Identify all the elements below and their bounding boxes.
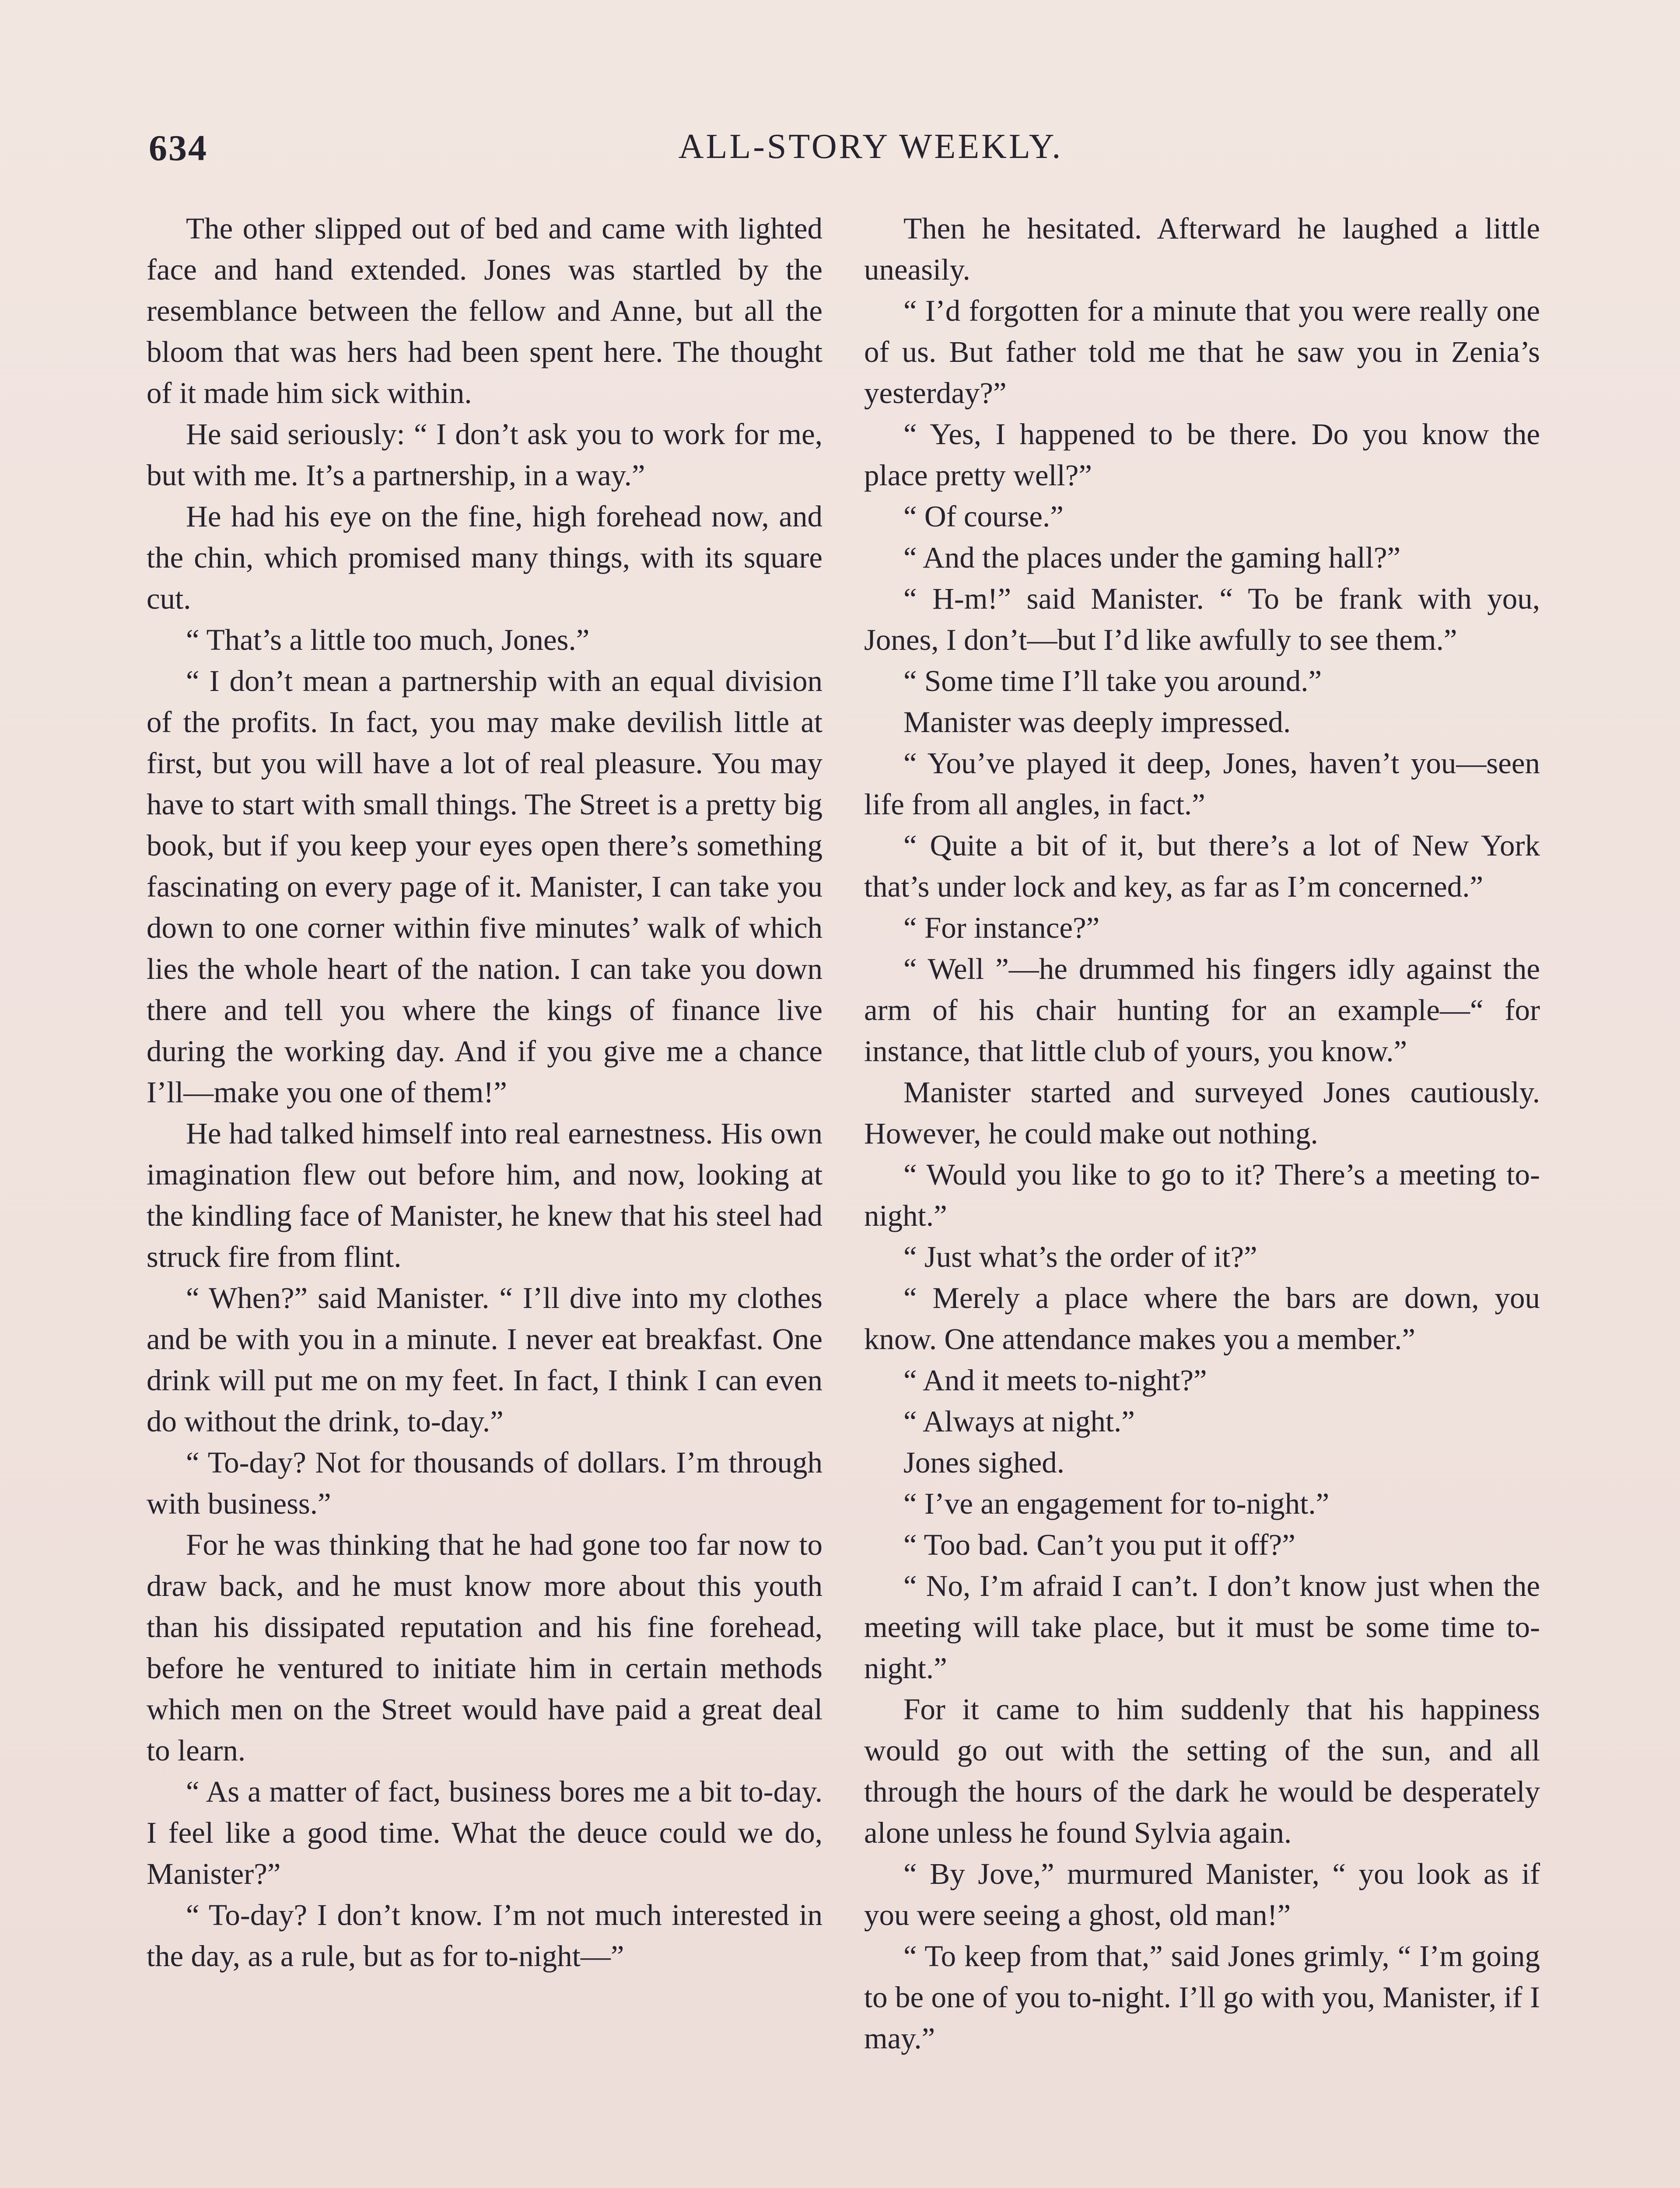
paragraph: He had talked himself into real earnestness. His own imagination flew out before him, and now, looking at the kindling face of Manister, he knew that his steel had struck fire from flint. <box>147 1117 822 1273</box>
paragraph: “ When?” said Manister. “ I’ll dive into my clothes and be with you in a minute. I never eat breakfast. One drink will put me on my feet. In fact, I think I can even do without the drink, to-day.” <box>147 1281 822 1438</box>
page-header <box>0 127 1680 179</box>
paragraph: The other slipped out of bed and came with lighted face and hand extended. Jones was startled by the resemblance between the fellow and Anne, but all the bloom that was hers had been spent here. The thought of it made him sick within. <box>147 212 822 410</box>
paragraph: “ Always at night.” <box>903 1405 1135 1438</box>
paragraph: Manister was deeply impressed. <box>903 705 1291 739</box>
paragraph: “ Of course.” <box>903 500 1064 533</box>
paragraph: “ As a matter of fact, business bores me a bit to-day. I feel like a good time. What the deuce could we do, Manister?” <box>147 1775 822 1890</box>
paragraph: “ No, I’m afraid I can’t. I don’t know just when the meeting will take place, but it must be some time to-night.” <box>864 1569 1540 1685</box>
paragraph: “ That’s a little too much, Jones.” <box>186 623 590 656</box>
paragraph: “ To keep from that,” said Jones grimly, “ I’m going to be one of you to-night. I’ll go with you, Manister, if I may.” <box>864 1939 1540 2055</box>
paragraph: “ By Jove,” murmured Manister, “ you look as if you were seeing a ghost, old man!” <box>864 1857 1540 1932</box>
paragraph: “ To-day? I don’t know. I’m not much interested in the day, as a rule, but as for to-night—” <box>147 1898 822 1973</box>
paragraph: “ Would you like to go to it? There’s a meeting to-night.” <box>864 1158 1540 1232</box>
paragraph: “ You’ve played it deep, Jones, haven’t you—seen life from all angles, in fact.” <box>864 747 1540 821</box>
paragraph: “ H-m!” said Manister. “ To be frank with you, Jones, I don’t—but I’d like awfully to see them.” <box>864 582 1540 656</box>
paragraph: “ I don’t mean a partnership with an equal division of the profits. In fact, you may make devilish little at first, but you will have a lot of real pleasure. You may have to start with small things. The Street is a pretty big book, but if you keep your eyes open there’s something fascinating on every page of it. Manister, I can take you down to one corner within five minutes’ walk of which lies the whole heart of the nation. I can take you down there and tell you where the kings of finance live during the working day. And if you give me a chance I’ll—make you one of them!” <box>147 664 822 1109</box>
paragraph: “ I’ve an engagement for to-night.” <box>903 1487 1330 1520</box>
right-column <box>864 208 1540 2059</box>
paragraph: “ Too bad. Can’t you put it off?” <box>903 1528 1295 1561</box>
paragraph: He said seriously: “ I don’t ask you to work for me, but with me. It’s a partnership, in a way.” <box>147 417 822 492</box>
paragraph: “ And the places under the gaming hall?” <box>903 541 1401 574</box>
paragraph: “ Some time I’ll take you around.” <box>903 664 1322 698</box>
paragraph: “ To-day? Not for thousands of dollars. I’m through with business.” <box>147 1446 822 1520</box>
paragraph: “ Quite a bit of it, but there’s a lot of New York that’s under lock and key, as far as I’m concerned.” <box>864 829 1540 903</box>
paragraph: “ For instance?” <box>903 911 1100 944</box>
paragraph: “ And it meets to-night?” <box>903 1364 1207 1397</box>
paragraph: He had his eye on the fine, high forehead now, and the chin, which promised many things, with its square cut. <box>147 500 822 615</box>
running-title: ALL-STORY WEEKLY. <box>678 127 1063 166</box>
left-column <box>147 208 822 1977</box>
paragraph: Then he hesitated. Afterward he laughed a little uneasily. <box>864 212 1540 286</box>
paragraph: For it came to him suddenly that his happiness would go out with the setting of the sun, and all through the hours of the dark he would be desperately alone unless he found Sylvia again. <box>864 1693 1540 1849</box>
paragraph: Jones sighed. <box>903 1446 1064 1479</box>
paragraph: For he was thinking that he had gone too far now to draw back, and he must know more about this youth than his dissipated reputation and his fine forehead, before he ventured to initiate him in certain methods which men on the Street would have paid a great deal to learn. <box>147 1528 822 1767</box>
paragraph: Manister started and surveyed Jones cautiously. However, he could make out nothing. <box>864 1076 1540 1150</box>
paragraph: “ Well ”—he drummed his fingers idly against the arm of his chair hunting for an example—“ for instance, that little club of yours, you know.” <box>864 952 1540 1068</box>
paragraph: “ I’d forgotten for a minute that you were really one of us. But father told me that he saw you in Zenia’s yesterday?” <box>864 294 1540 410</box>
paragraph: “ Just what’s the order of it?” <box>903 1240 1257 1273</box>
paragraph: “ Merely a place where the bars are down, you know. One attendance makes you a member.” <box>864 1281 1540 1356</box>
paragraph: “ Yes, I happened to be there. Do you know the place pretty well?” <box>864 417 1540 492</box>
page-number: 634 <box>149 128 208 168</box>
